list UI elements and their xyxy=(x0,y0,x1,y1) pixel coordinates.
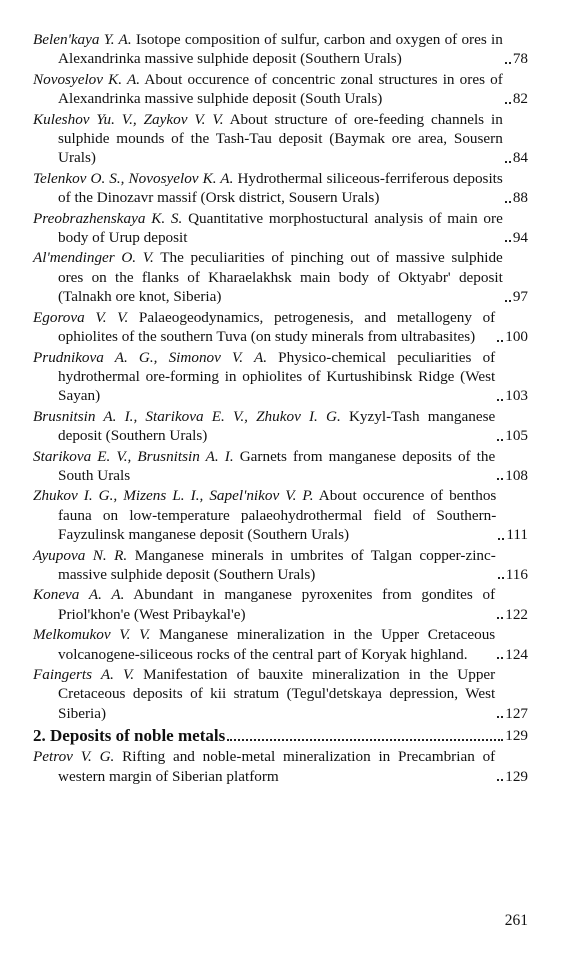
entry-text xyxy=(33,585,496,624)
entry-title: Manganese mineralization in the Upper Cretaceous volcanogene-siliceous rocks of the central part of Koryak highland. xyxy=(58,626,496,663)
entry-page: 111 xyxy=(506,526,528,544)
dot-leader xyxy=(497,399,503,401)
dot-leader xyxy=(498,538,504,540)
entry-page: 100 xyxy=(505,328,528,346)
toc-entries xyxy=(33,30,528,723)
toc-entry xyxy=(33,747,528,786)
entry-text xyxy=(33,486,497,544)
entry-page: 88 xyxy=(512,189,528,207)
entry-author: Telenkov O. S., Novosyelov K. A. xyxy=(33,169,234,187)
entry-text xyxy=(33,110,503,168)
dot-leader xyxy=(497,439,503,441)
dot-leader xyxy=(497,617,503,619)
toc-entry xyxy=(33,209,528,248)
toc-entry xyxy=(33,308,528,347)
entry-author: Prudnikova A. G., Simonov V. A. xyxy=(33,348,268,366)
entry-title: Isotope composition of sulfur, carbon and oxygen of ores in Alexandrinka massive sulphide deposit (Southern Urals) xyxy=(58,31,503,68)
entry-page: 105 xyxy=(505,427,528,445)
entry-text xyxy=(33,447,496,486)
section-heading xyxy=(33,725,528,747)
entry-author: Petrov V. G. xyxy=(33,748,115,766)
dot-leader xyxy=(505,201,511,203)
toc-entry xyxy=(33,110,528,168)
dot-leader xyxy=(505,300,511,302)
section-page: 129 xyxy=(505,727,528,745)
entry-title: About structure of ore-feeding channels in sulphide mounds of the Tash-Tau deposit (Baymak ore area, Sousern Urals) xyxy=(58,110,503,167)
toc-entry xyxy=(33,585,528,624)
entry-text xyxy=(33,348,496,406)
entry-text xyxy=(33,70,503,109)
entry-page: 122 xyxy=(505,605,528,623)
entry-author: Faingerts A. V. xyxy=(33,666,135,683)
entry-author: Belen'kaya Y. A. xyxy=(33,31,132,48)
toc-entry xyxy=(33,546,528,585)
dot-leader xyxy=(498,577,504,579)
entry-title: Abundant in manganese pyroxenites from gondites of Priol'khon'e (West Pribaykal'e) xyxy=(58,586,496,623)
entry-text xyxy=(33,665,496,723)
dot-leader xyxy=(497,657,503,659)
entry-author: Egorova V. V. xyxy=(33,308,129,326)
entry-page: 108 xyxy=(505,466,528,484)
entry-author: Brusnitsin A. I., Starikova E. V., Zhukov I. G. xyxy=(33,407,341,425)
toc-entries-after-section xyxy=(33,747,528,786)
toc-entry xyxy=(33,169,528,208)
entry-title: Manganese minerals in umbrites of Talgan copper-zinc-massive sulphide deposit (Southern Urals) xyxy=(58,546,496,583)
entry-title: Palaeogeodynamics, petrogenesis, and metallogeny of ophiolites of the southern Tuva (on study minerals from ultrabasites) xyxy=(58,308,496,346)
entry-page: 97 xyxy=(512,288,528,306)
entry-title: Hydrothermal siliceous-ferriferous deposits of the Dinozavr massif (Orsk district, Sousern Urals) xyxy=(58,169,503,207)
entry-author: Novosyelov K. A. xyxy=(33,70,141,88)
entry-text xyxy=(33,248,503,306)
entry-title: Garnets from manganese deposits of the South Urals xyxy=(58,447,496,484)
toc-entry xyxy=(33,70,528,109)
entry-title: Quantitative morphostuctural analysis of main ore body of Urup deposit xyxy=(58,209,503,247)
toc-entry xyxy=(33,30,528,69)
entry-author: Zhukov I. G., Mizens L. I., Sapel'nikov V. P. xyxy=(33,487,314,505)
entry-text xyxy=(33,747,496,786)
entry-author: Ayupova N. R. xyxy=(33,546,128,564)
dot-leader xyxy=(505,62,511,64)
entry-title: About occurence of benthos fauna on low-temperature palaeohydrothermal field of Southern-Fayzulinsk manganese deposit (Southern Urals) xyxy=(58,487,497,544)
entry-author: Al'mendinger O. V. xyxy=(33,249,154,267)
entry-title: Rifting and noble-metal mineralization in Precambrian of western margin of Siberian platform xyxy=(58,748,496,785)
dot-leader xyxy=(227,739,503,741)
entry-title: The peculiarities of pinching out of massive sulphide ores on the flanks of Kharaelakhsk main body of Oktyabr' deposit (Talnakh ore knot, Siberia) xyxy=(58,249,503,306)
entry-page: 78 xyxy=(512,50,528,68)
entry-author: Starikova E. V., Brusnitsin A. I. xyxy=(33,447,234,465)
dot-leader xyxy=(497,478,503,480)
entry-text xyxy=(33,407,496,446)
entry-page: 127 xyxy=(505,704,528,722)
entry-page: 124 xyxy=(505,645,528,663)
entry-text xyxy=(33,625,496,664)
dot-leader xyxy=(497,779,503,781)
dot-leader xyxy=(505,161,511,163)
entry-text xyxy=(33,209,503,248)
dot-leader xyxy=(497,340,503,342)
toc-entry xyxy=(33,248,528,306)
entry-text xyxy=(33,169,503,208)
entry-page: 103 xyxy=(505,387,528,405)
dot-leader xyxy=(505,240,511,242)
entry-page: 84 xyxy=(512,149,528,167)
entry-author: Kuleshov Yu. V., Zaykov V. V. xyxy=(33,110,224,128)
toc-entry xyxy=(33,447,528,486)
entry-title: About occurence of concentric zonal structures in ores of Alexandrinka massive sulphide deposit (South Urals) xyxy=(58,70,503,108)
entry-author: Melkomukov V. V. xyxy=(33,626,151,644)
entry-page: 116 xyxy=(505,565,528,583)
table-of-contents xyxy=(33,30,528,787)
toc-entry xyxy=(33,486,528,544)
toc-entry xyxy=(33,665,528,723)
entry-page: 94 xyxy=(512,229,528,247)
toc-entry xyxy=(33,625,528,664)
entry-text xyxy=(33,546,496,585)
toc-entry xyxy=(33,348,528,406)
entry-text xyxy=(33,308,496,347)
entry-author: Koneva A. A. xyxy=(33,586,125,604)
page-number: 261 xyxy=(504,912,528,929)
entry-page: 82 xyxy=(512,90,528,108)
entry-text xyxy=(33,30,503,69)
entry-title: Kyzyl-Tash manganese deposit (Southern Urals) xyxy=(58,407,496,445)
entry-page: 129 xyxy=(505,767,528,785)
dot-leader xyxy=(497,716,503,718)
entry-title: Manifestation of bauxite mineralization in the Upper Cretaceous deposits of kii stratum (Tegul'detskaya depression, West Siberia) xyxy=(58,666,496,722)
section-title: 2. Deposits of noble metals xyxy=(33,726,226,746)
entry-title: Physico-chemical peculiarities of hydrothermal ore-forming in ophiolites of Kurtushibinsk Ridge (West Sayan) xyxy=(58,348,496,405)
toc-entry xyxy=(33,407,528,446)
entry-author: Preobrazhenskaya K. S. xyxy=(33,209,183,227)
dot-leader xyxy=(505,102,511,104)
